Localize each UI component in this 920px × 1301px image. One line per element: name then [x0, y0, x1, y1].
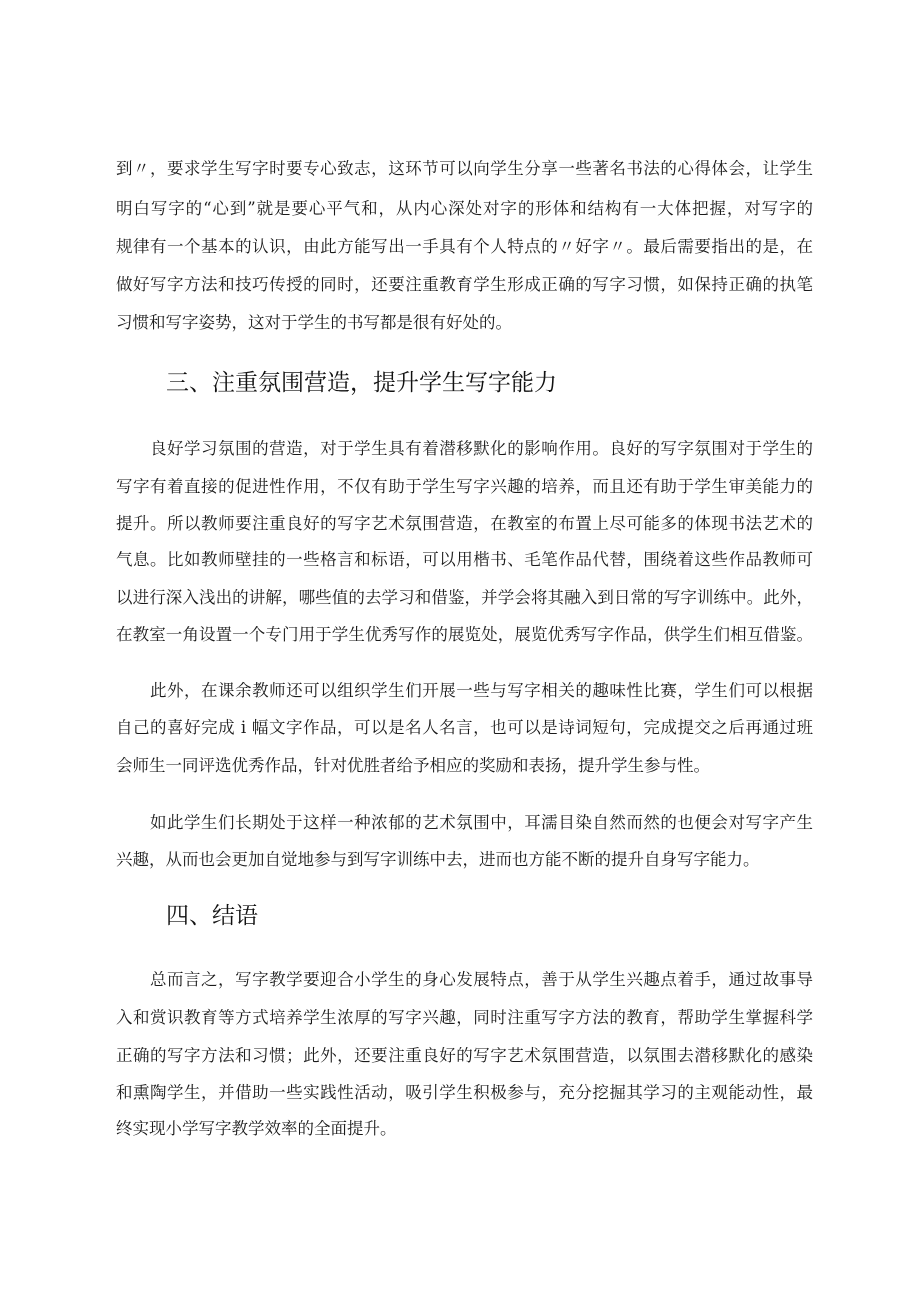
section-heading: 四、结语 — [166, 903, 258, 929]
text-line: 此外，在课余教师还可以组织学生们开展一些与写字相关的趣味性比赛，学生们可以根据 — [150, 681, 813, 700]
text-line: 提升。所以教师要注重良好的写字艺术氛围营造，在教室的布置上尽可能多的体现书法艺术的 — [116, 514, 813, 533]
text-line: 写字有着直接的促进性作用，不仅有助于学生写字兴趣的培养，而且还有助于学生审美能力的 — [116, 477, 813, 496]
text-line: 正确的写字方法和习惯；此外，还要注重良好的写字艺术氛围营造，以氛围去潜移默化的感染 — [116, 1046, 813, 1065]
text-line: 做好写字方法和技巧传授的同时，还要注重教育学生形成正确的写字习惯，如保持正确的执笔 — [116, 275, 813, 294]
text-line: 如此学生们长期处于这样一种浓郁的艺术氛围中，耳濡目染自然而然的也便会对写字产生 — [150, 813, 813, 832]
text-line: 明白写字的“心到”就是要心平气和，从内心深处对字的形体和结构有一大体把握，对写字的 — [116, 199, 813, 218]
text-line: 总而言之，写字教学要迎合小学生的身心发展特点，善于从学生兴趣点着手，通过故事导 — [150, 970, 813, 989]
text-line: 和熏陶学生，并借助一些实践性活动，吸引学生积极参与，充分挖掘其学习的主观能动性，最 — [116, 1083, 813, 1102]
text-line: 到〃，要求学生写字时要专心致志，这环节可以向学生分享一些著名书法的心得体会，让学生 — [116, 159, 813, 178]
text-line: 终实现小学写字教学效率的全面提升。 — [116, 1119, 397, 1138]
text-line: 在教室一角设置一个专门用于学生优秀写作的展览处，展览优秀写字作品，供学生们相互借鉴。 — [116, 625, 813, 644]
text-line: 习惯和写字姿势，这对于学生的书写都是很有好处的。 — [116, 313, 512, 332]
text-line: 良好学习氛围的营造，对于学生具有着潜移默化的影响作用。良好的写字氛围对于学生的 — [150, 439, 813, 458]
text-line: 会师生一同评选优秀作品，针对优胜者给予相应的奖励和表扬，提升学生参与性。 — [116, 756, 710, 775]
text-line: 气息。比如教师壁挂的一些格言和标语，可以用楷书、毛笔作品代替，围绕着这些作品教师可 — [116, 550, 813, 569]
text-line: 自己的喜好完成 i 幅文字作品，可以是名人名言，也可以是诗词短句，完成提交之后再通过班 — [116, 718, 813, 737]
text-line: 兴趣，从而也会更加自觉地参与到写字训练中去，进而也方能不断的提升自身写字能力。 — [116, 850, 760, 869]
section-heading: 三、注重氛围营造，提升学生写字能力 — [166, 370, 557, 396]
text-line: 规律有一个基本的认识，由此方能写出一手具有个人特点的〃好字〃。最后需要指出的是，在 — [116, 237, 813, 256]
text-line: 以进行深入浅出的讲解，哪些值的去学习和借鉴，并学会将其融入到日常的写字训练中。此外， — [116, 588, 813, 607]
text-line: 入和赏识教育等方式培养学生浓厚的写字兴趣，同时注重写字方法的教育，帮助学生掌握科学 — [116, 1008, 813, 1027]
